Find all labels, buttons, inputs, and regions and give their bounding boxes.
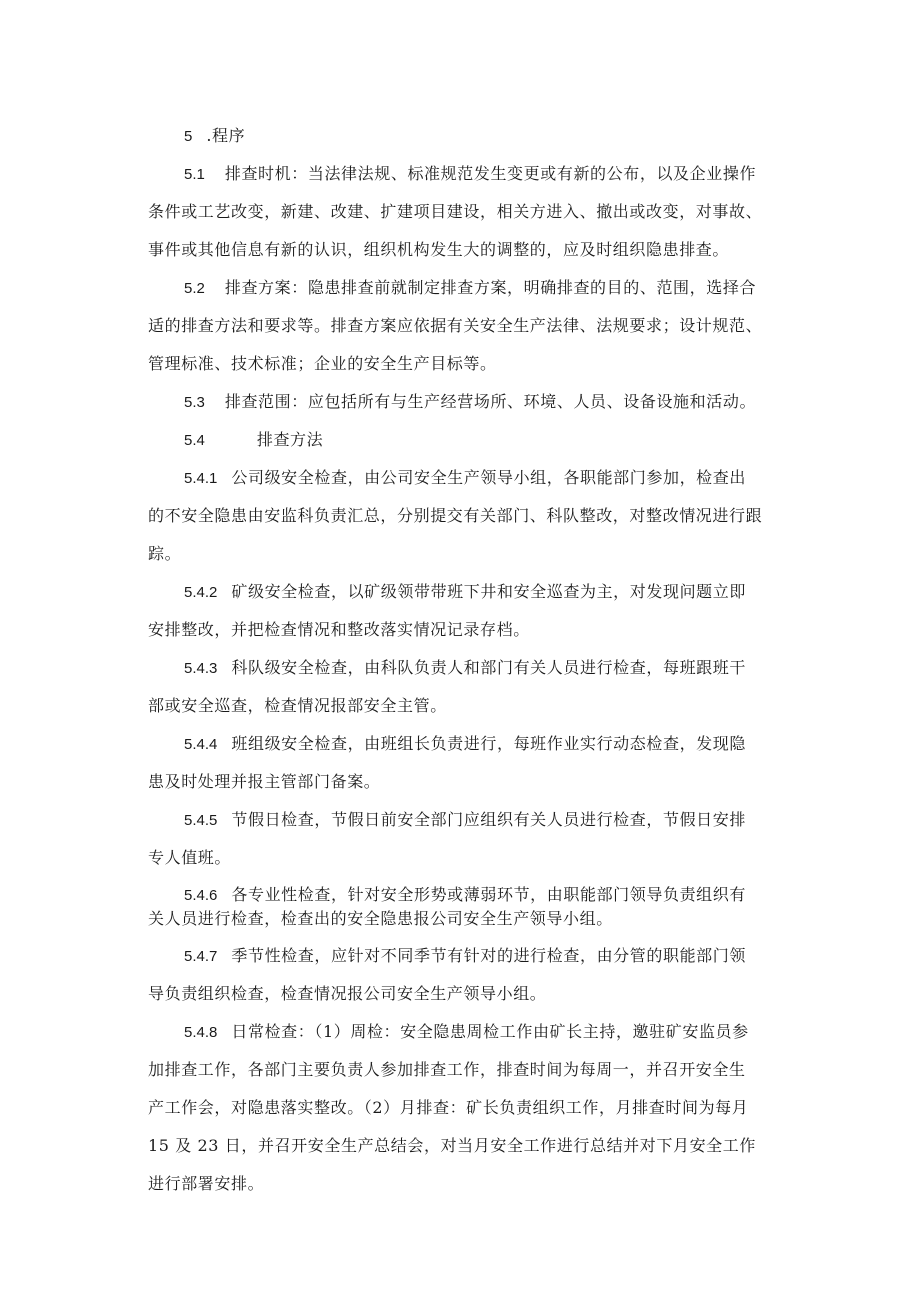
paragraph-text: 节假日检查，节假日前安全部门应组织有关人员进行检查，节假日安排 [231, 810, 746, 829]
paragraph-number: 5.4.3 [184, 660, 218, 677]
paragraph-5-4-7-line-2: 导负责组织检查，检查情况报公司安全生产领导小组。 [148, 984, 547, 1003]
paragraph-5-4-1-line-1 [184, 468, 746, 489]
paragraph-text: 季节性检查，应针对不同季节有针对的进行检查，由分管的职能部门领 [231, 946, 746, 965]
paragraph-text: 排查范围：应包括所有与生产经营场所、环境、人员、设备设施和活动。 [224, 392, 757, 411]
paragraph-text: 各专业性检查，针对安全形势或薄弱环节，由职能部门领导负责组织有 [231, 885, 746, 904]
paragraph-5-4-4-line-2: 患及时处理并报主管部门备案。 [148, 772, 381, 791]
paragraph-5-1-line-3: 事件或其他信息有新的认识，组织机构发生大的调整的，应及时组织隐患排查。 [148, 240, 730, 259]
paragraph-5-4-2-line-1 [184, 582, 746, 603]
paragraph-number: 5.4.6 [184, 887, 218, 904]
paragraph-5-4-4-line-1 [184, 734, 746, 755]
paragraph-text: 班组级安全检查，由班组长负责进行，每班作业实行动态检查，发现隐 [231, 734, 746, 753]
paragraph-5-1-line-1 [184, 164, 756, 185]
paragraph-number: 5.4.2 [184, 584, 218, 601]
paragraph-text: 日常检查：（1）周检：安全隐患周检工作由矿长主持，邀驻矿安监员参 [231, 1022, 749, 1041]
paragraph-text: 矿级安全检查，以矿级领带带班下井和安全巡查为主，对发现问题立即 [231, 582, 746, 601]
paragraph-5-1-line-2: 条件或工艺改变，新建、改建、扩建项目建设，相关方进入、撤出或改变，对事故、 [148, 202, 763, 221]
paragraph-5-4-1-line-2: 的不安全隐患由安监科负责汇总，分别提交有关部门、科队整改，对整改情况进行跟 [148, 506, 763, 525]
section-heading [184, 126, 245, 147]
paragraph-number: 5.2 [184, 280, 205, 297]
paragraph-5-2-line-3: 管理标准、技术标准；企业的安全生产目标等。 [148, 354, 497, 373]
paragraph-5-4-5-line-2: 专人值班。 [148, 848, 232, 867]
paragraph-5-4-7-line-1 [184, 946, 746, 967]
paragraph-5-4-6-line-2: 关人员进行检查，检查出的安全隐患报公司安全生产领导小组。 [148, 909, 613, 928]
paragraph-number: 5.4.7 [184, 948, 218, 965]
paragraph-number: 5.4 [184, 432, 205, 449]
paragraph-5-4-3-line-1 [184, 658, 746, 679]
paragraph-text: 排查方案：隐患排查前就制定排查方案，明确排查的目的、范围，选择合 [224, 278, 757, 297]
paragraph-number: 5.3 [184, 394, 205, 411]
paragraph-5-4-line-1 [184, 430, 323, 451]
paragraph-5-4-5-line-1 [184, 810, 746, 831]
paragraph-number: 5.4.8 [184, 1024, 218, 1041]
paragraph-5-3-line-1 [184, 392, 756, 413]
section-number: 5 [184, 128, 193, 145]
paragraph-number: 5.4.5 [184, 812, 218, 829]
paragraph-5-4-8-line-4: 15 及 23 日，并召开安全生产总结会，对当月安全工作进行总结并对下月安全工作 [148, 1136, 756, 1155]
paragraph-text: 排查时机：当法律法规、标准规范发生变更或有新的公布，以及企业操作 [224, 164, 757, 183]
paragraph-5-4-1-line-3: 踪。 [148, 544, 182, 563]
section-title: .程序 [206, 126, 246, 145]
paragraph-number: 5.4.4 [184, 736, 218, 753]
paragraph-number: 5.4.1 [184, 470, 218, 487]
paragraph-text: 排查方法 [256, 430, 324, 449]
paragraph-5-4-8-line-5: 进行部署安排。 [148, 1174, 265, 1193]
paragraph-number: 5.1 [184, 166, 205, 183]
paragraph-5-2-line-1 [184, 278, 756, 299]
paragraph-5-2-line-2: 适的排查方法和要求等。排查方案应依据有关安全生产法律、法规要求；设计规范、 [148, 316, 763, 335]
paragraph-5-4-8-line-3: 产工作会，对隐患落实整改。（2）月排查：矿长负责组织工作，月排查时间为每月 [148, 1098, 749, 1117]
paragraph-5-4-3-line-2: 部或安全巡查，检查情况报部安全主管。 [148, 696, 447, 715]
paragraph-5-4-8-line-2: 加排查工作，各部门主要负责人参加排查工作，排查时间为每周一，并召开安全生 [148, 1060, 746, 1079]
paragraph-text: 公司级安全检查，由公司安全生产领导小组，各职能部门参加，检查出 [231, 468, 746, 487]
paragraph-5-4-8-line-1 [184, 1022, 749, 1043]
paragraph-5-4-2-line-2: 安排整改，并把检查情况和整改落实情况记录存档。 [148, 620, 530, 639]
paragraph-5-4-6-line-1 [184, 885, 746, 906]
paragraph-text: 科队级安全检查，由科队负责人和部门有关人员进行检查，每班跟班干 [231, 658, 746, 677]
